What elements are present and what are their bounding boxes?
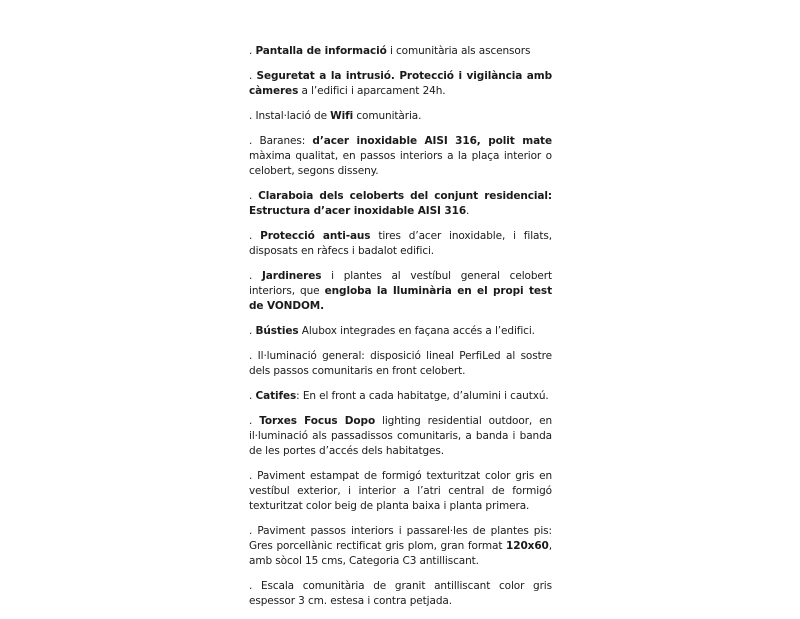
paragraph-torches: [249, 414, 552, 459]
paragraph-interior-paving: [249, 524, 552, 569]
text-run: .: [466, 205, 470, 217]
text-run: .: [249, 390, 256, 402]
text-run-bold: Claraboia dels celoberts del conjunt residencial: Estructura d’acer inoxidable AISI 316: [249, 190, 552, 217]
text-run-bold: Protecció anti-aus: [260, 230, 371, 242]
text-run: .: [249, 230, 261, 242]
text-run: a l’edifici i aparcament 24h.: [298, 85, 446, 97]
text-run: , amb sòcol 15 cms, Categoria C3 antilliscant.: [249, 540, 552, 567]
text-run: . Il·luminació general: disposició lineal PerfiLed al sostre dels passos comunitaris en front celobert.: [249, 350, 552, 377]
text-run: . Paviment passos interiors i passarel·les de plantes pis: Gres porcellànic rectificat gris plom, gran format: [249, 525, 552, 552]
text-run: màxima qualitat, en passos interiors a la plaça interior o celobert, segons disseny.: [249, 150, 552, 177]
text-run: . Instal·lació de: [249, 110, 331, 122]
text-run-bold: Pantalla de informació: [255, 45, 387, 57]
paragraph-display-screen: [249, 44, 552, 59]
text-run: . Paviment estampat de formigó texturitzat color gris en vestíbul exterior, i interior a l’atri central de formigó texturitzat color beig de planta baixa i planta primera.: [249, 470, 552, 512]
text-run-bold: Jardineres: [261, 270, 322, 282]
text-run: .: [249, 190, 259, 202]
text-run: .: [249, 415, 260, 427]
paragraph-mats: [249, 389, 552, 404]
text-run-bold: Seguretat a la intrusió. Protecció i vigilància amb càmeres: [249, 70, 552, 97]
text-run-bold: 120x60: [506, 540, 549, 552]
text-run-bold: Catifes: [255, 390, 297, 402]
paragraph-stamped-paving: [249, 469, 552, 514]
paragraph-lighting: [249, 349, 552, 379]
text-run-bold: d’acer inoxidable AISI 316, polit mate: [312, 135, 552, 147]
paragraph-railings: [249, 134, 552, 179]
text-run: tires d’acer inoxidable, i filats, disposats en ràfecs i badalot edifici.: [249, 230, 552, 257]
text-run: Alubox integrades en façana accés a l’edifici.: [298, 325, 535, 337]
text-run-bold: Bústies: [255, 325, 299, 337]
paragraph-wifi: [249, 109, 552, 124]
text-run: .: [249, 45, 256, 57]
text-run: i comunitària als ascensors: [386, 45, 531, 57]
paragraph-staircase: [249, 579, 552, 609]
text-run: i plantes al vestíbul general celobert interiors, que: [249, 270, 552, 297]
text-run: comunitària.: [353, 110, 422, 122]
paragraph-planters: [249, 269, 552, 314]
text-run-bold: Wifi: [330, 110, 354, 122]
paragraph-security: [249, 69, 552, 99]
text-run-bold: engloba la Iluminària en el propi test de VONDOM.: [249, 285, 552, 312]
paragraph-mailboxes: [249, 324, 552, 339]
text-run: .: [249, 270, 262, 282]
paragraph-skylight: [249, 189, 552, 219]
text-run-bold: Torxes Focus Dopo: [259, 415, 376, 427]
text-run: .: [249, 325, 256, 337]
text-run: . Baranes:: [249, 135, 313, 147]
text-run: lighting residential outdoor, en il·luminació als passadissos comunitaris, a banda i banda de les portes d’accés dels habitatges.: [249, 415, 553, 457]
paragraph-anti-bird: [249, 229, 552, 259]
document-body: [249, 44, 552, 619]
text-run: . Escala comunitària de granit antilliscant color gris espessor 3 cm. estesa i contra petjada.: [249, 580, 552, 607]
text-run: : En el front a cada habitatge, d’alumini i cautxú.: [296, 390, 549, 402]
text-run: .: [249, 70, 257, 82]
